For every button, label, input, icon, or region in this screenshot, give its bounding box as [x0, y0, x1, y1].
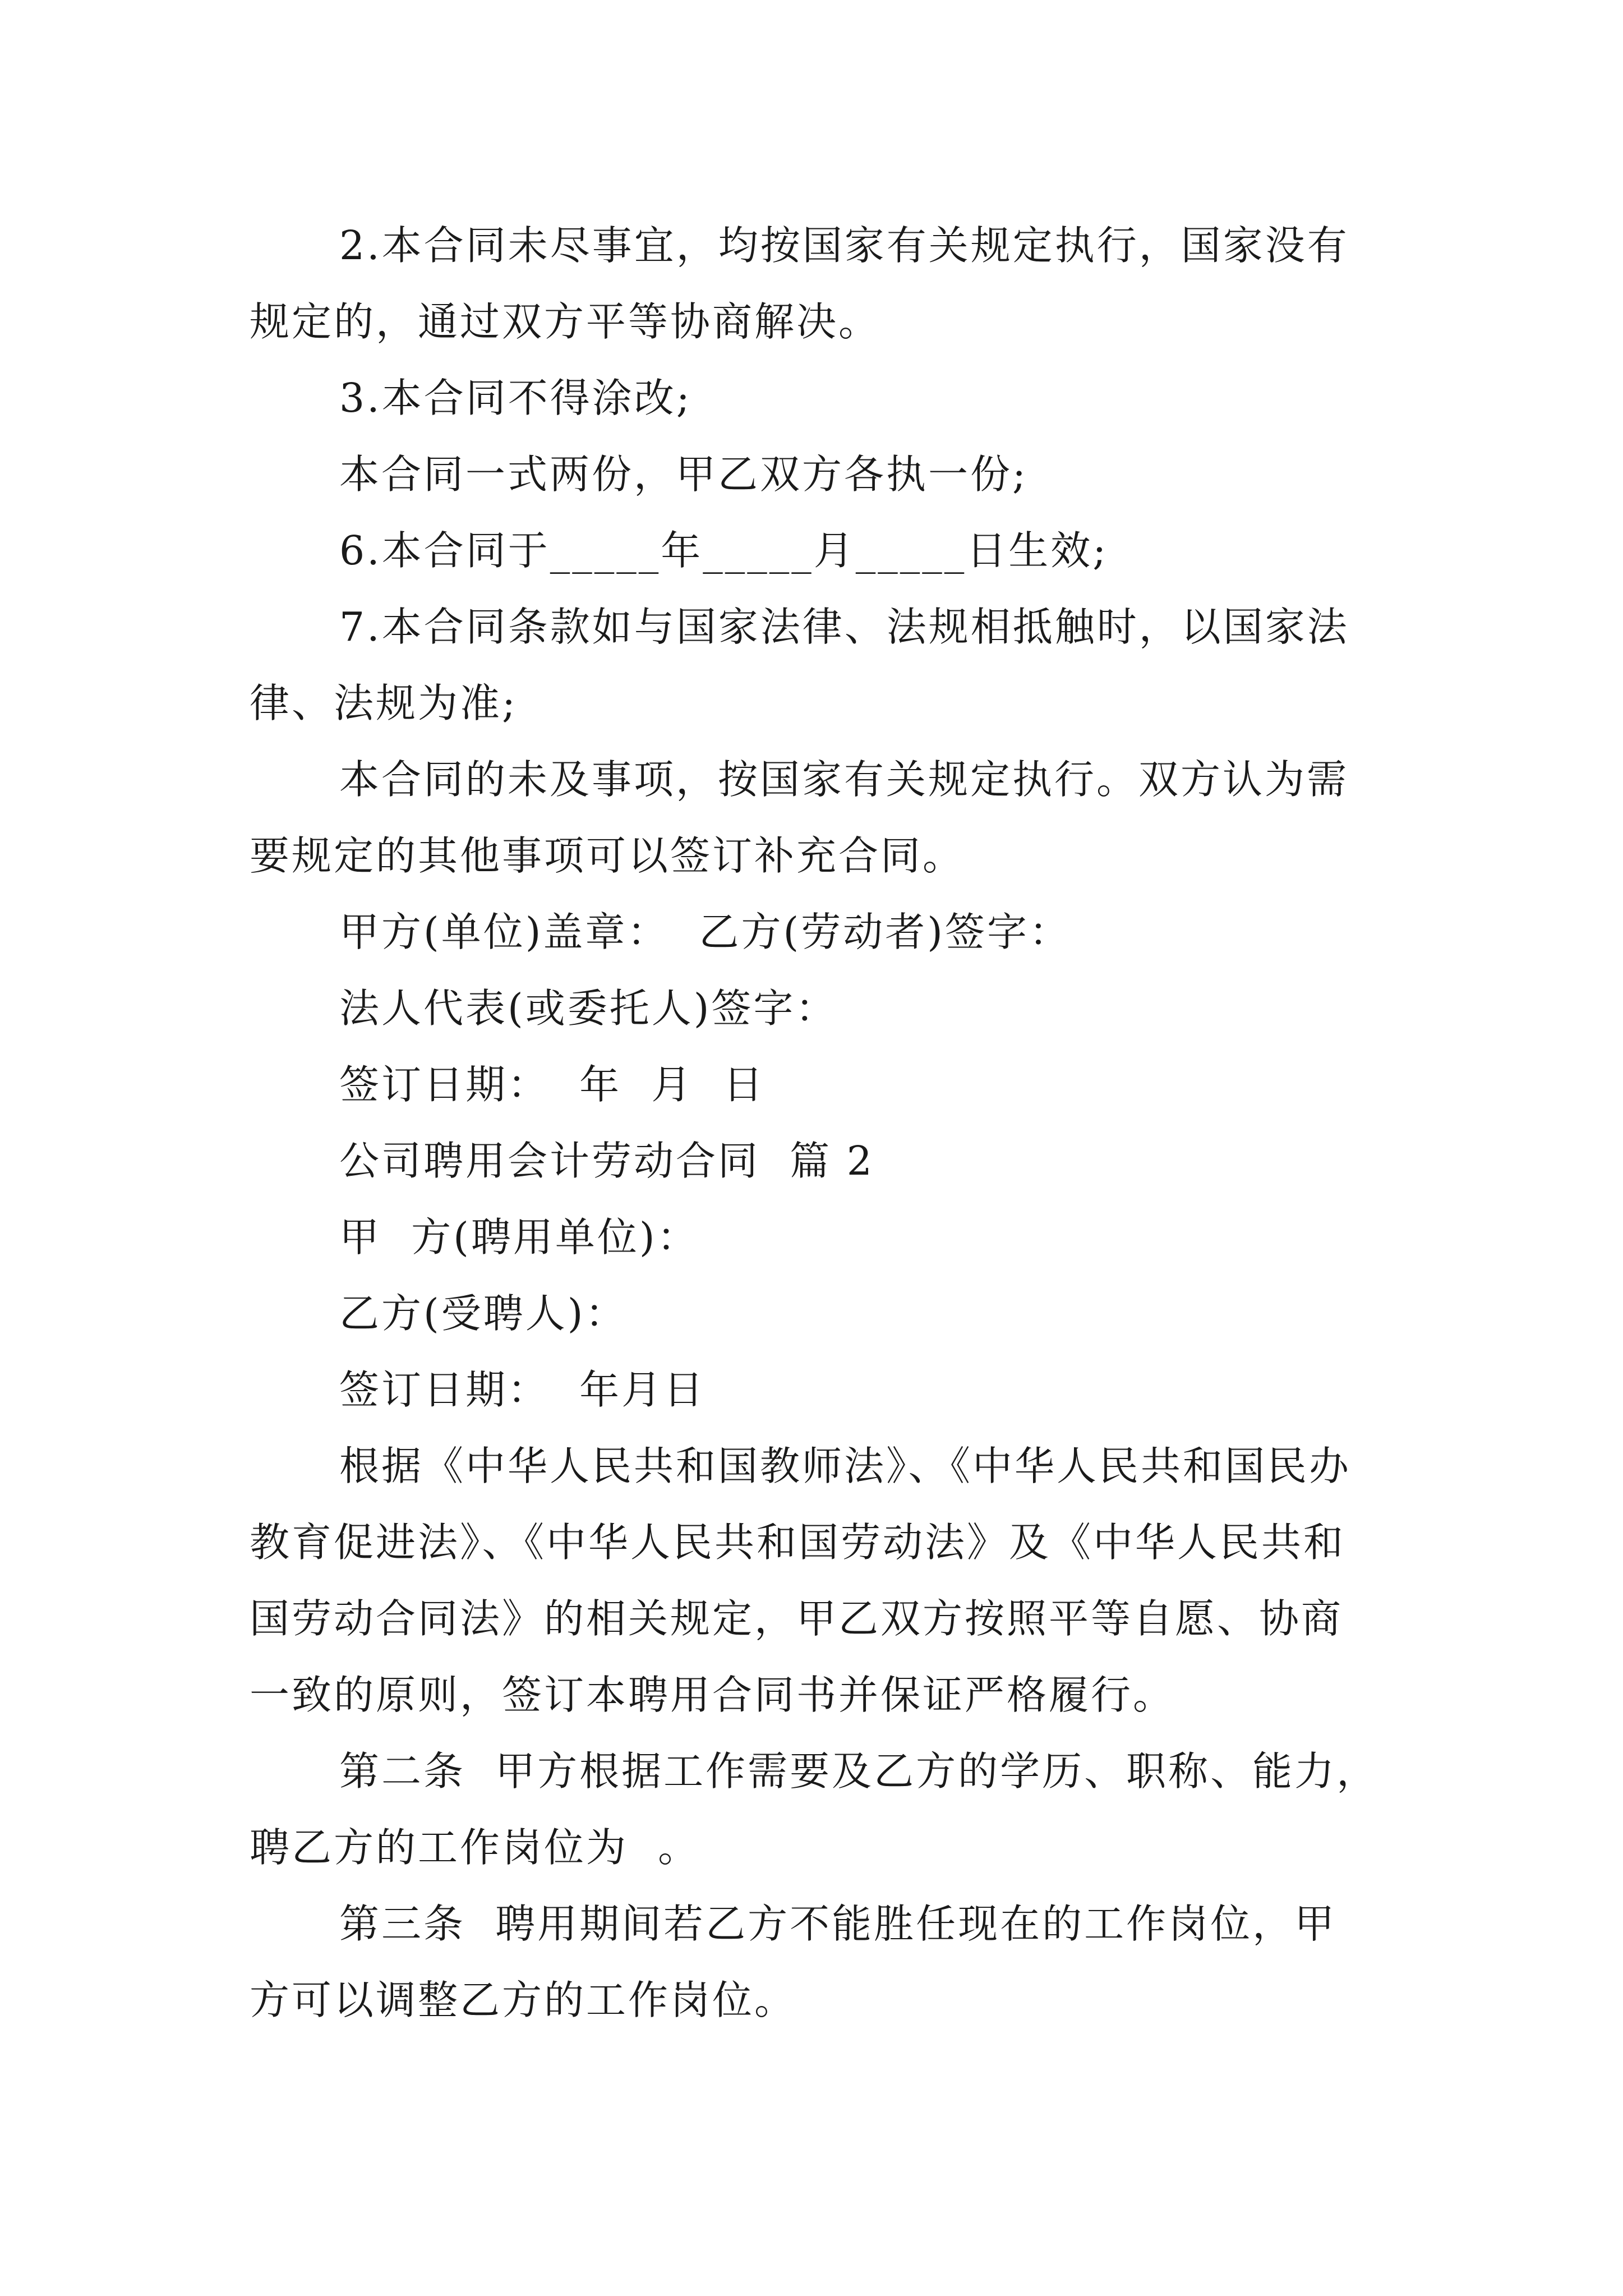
signature-line-legal-rep: 法人代表(或委托人)签字：: [339, 985, 838, 1032]
text-line: 方可以调整乙方的工作岗位。: [250, 1977, 797, 2023]
signing-date-line: 签订日期： 年 月 日: [339, 1061, 766, 1108]
article-line: 第三条 聘用期间若乙方不能胜任现在的工作岗位，甲: [339, 1901, 1337, 1947]
text-line: 本合同一式两份，甲乙双方各执一份;: [339, 451, 1028, 498]
text-line: 2.本合同未尽事宜，均按国家有关规定执行，国家没有: [339, 222, 1349, 269]
signature-line-party-a-b: 甲方(单位)盖章： 乙方(劳动者)签字：: [339, 909, 1071, 955]
section-heading: 公司聘用会计劳动合同 篇 2: [339, 1138, 874, 1184]
document-page: [250, 208, 1385, 2039]
article-line: 第二条 甲方根据工作需要及乙方的学历、职称、能力，: [339, 1748, 1379, 1795]
text-line: 本合同的未及事项，按国家有关规定执行。双方认为需: [339, 756, 1349, 803]
text-line: 一致的原则，签订本聘用合同书并保证严格履行。: [250, 1672, 1175, 1718]
text-line: 要规定的其他事项可以签订补充合同。: [250, 832, 965, 879]
text-line: 聘乙方的工作岗位为 。: [250, 1824, 700, 1871]
text-line: 6.本合同于_____年_____月_____日生效;: [339, 527, 1109, 574]
text-line: 7.本合同条款如与国家法律、法规相抵触时，以国家法: [339, 604, 1349, 650]
text-line: 规定的，通过双方平等协商解决。: [250, 298, 881, 345]
text-line: 根据《中华人民共和国教师法》、《中华人民共和国民办: [339, 1443, 1352, 1489]
signing-date-line: 签订日期： 年月日: [339, 1366, 706, 1413]
text-line: 3.本合同不得涂改;: [339, 375, 692, 421]
text-line: 国劳动合同法》的相关规定，甲乙双方按照平等自愿、协商: [250, 1595, 1344, 1642]
party-b-line: 乙方(受聘人)：: [339, 1290, 628, 1337]
party-a-line: 甲 方(聘用单位)：: [339, 1214, 699, 1260]
text-line: 教育促进法》、《中华人民共和国劳动法》及《中华人民共和: [250, 1519, 1346, 1566]
text-line: 律、法规为准;: [250, 680, 518, 726]
